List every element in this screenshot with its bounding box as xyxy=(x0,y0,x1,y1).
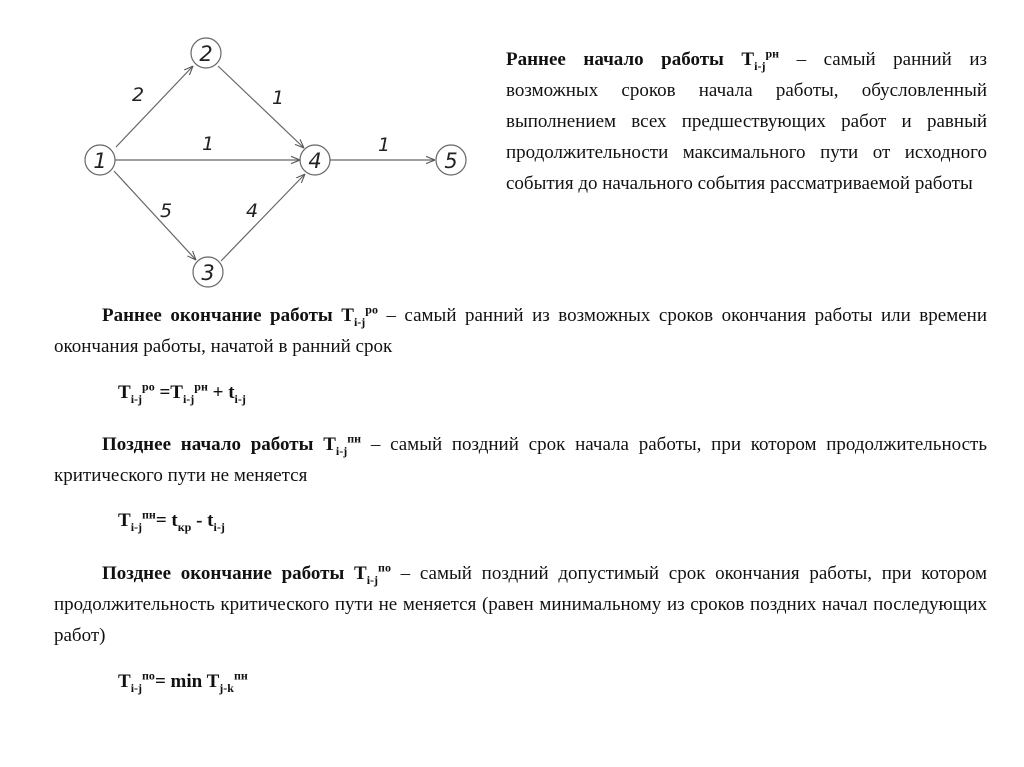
early-start-term: Раннее начало работы $T_{i-j}^{рн}$ xyxy=(506,46,780,73)
edge-4-5-weight: 1 xyxy=(377,134,391,156)
node-3-label: 3 xyxy=(201,261,215,285)
edge-1-3-weight: 5 xyxy=(159,200,173,222)
edge-3-4-weight: 4 xyxy=(245,200,259,222)
formula-early-finish: $T_{i-j}^{ро} =T_{i-j}^{рн} + t_{i-j}$ xyxy=(118,379,246,406)
node-2-label: 2 xyxy=(199,42,213,66)
late-start-text: – самый поздний срок начала работы, при котором продолжительность критического пути не меняется xyxy=(54,434,987,486)
edge-2-4 xyxy=(218,66,304,148)
early-start-text: – самый ранний из возможных сроков начала работы, обусловленный выполнением всех предшествующих работ и равный продолжительности максимального пути от исходного события до начального события рассматриваемой работы xyxy=(506,49,987,194)
definition-late-finish xyxy=(54,558,987,651)
network-graph-svg xyxy=(72,28,492,298)
definition-early-finish xyxy=(54,300,987,362)
definition-late-start xyxy=(54,429,987,491)
late-finish-term: Позднее окончание работы $T_{i-j}^{по}$ xyxy=(102,560,391,587)
network-graph xyxy=(72,28,492,298)
definition-early-start xyxy=(506,44,987,199)
formula-late-start: $T_{i-j}^{пн}= t_{кр} - t_{i-j}$ xyxy=(118,507,225,534)
node-5-label: 5 xyxy=(444,149,458,173)
formula-late-finish: $T_{i-j}^{по}= \min T_{j-k}^{пн}$ xyxy=(118,668,248,695)
edge-3-4 xyxy=(221,174,305,261)
node-1-label: 1 xyxy=(93,149,107,173)
early-finish-term: Раннее окончание работы $T_{i-j}^{ро}$ xyxy=(102,302,378,329)
early-finish-text: – самый ранний из возможных сроков окончания работы или времени окончания работы, начатой в ранний срок xyxy=(54,305,987,357)
edge-1-4-weight: 1 xyxy=(201,133,215,155)
late-start-term: Позднее начало работы $T_{i-j}^{пн}$ xyxy=(102,431,362,458)
late-finish-text: – самый поздний допустимый срок окончания работы, при котором продолжительность критического пути не меняется (равен минимальному из сроков поздних начал последующих работ) xyxy=(54,563,987,646)
edge-1-2 xyxy=(116,66,193,147)
node-4-label: 4 xyxy=(308,149,322,173)
edge-1-2-weight: 2 xyxy=(131,84,145,106)
edge-1-3 xyxy=(114,171,196,260)
edge-2-4-weight: 1 xyxy=(271,87,285,109)
